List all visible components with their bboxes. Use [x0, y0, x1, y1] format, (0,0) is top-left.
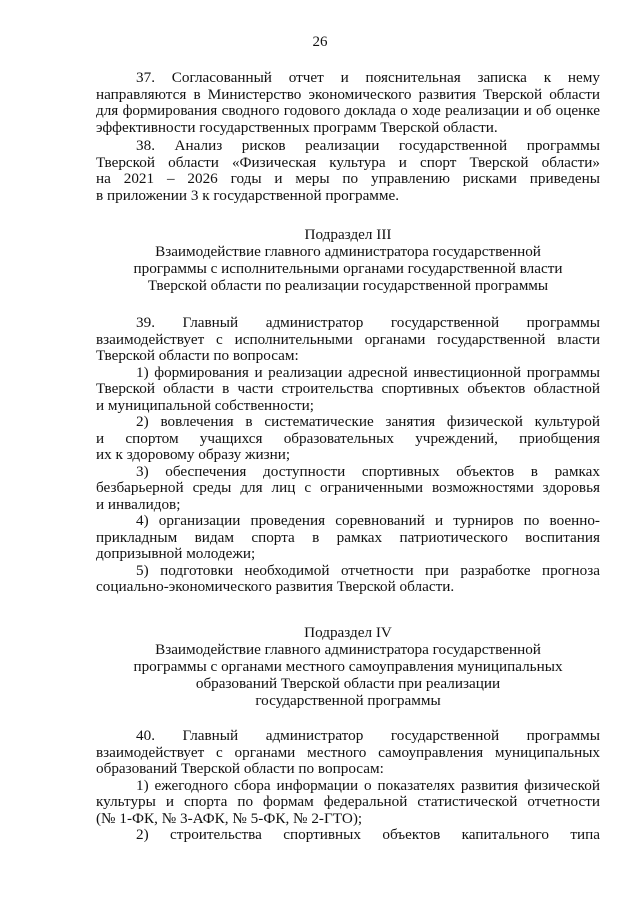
page-number: 26 [312, 34, 328, 50]
heading-line: программы с органами местного самоуправления муниципальных [133, 658, 563, 675]
paragraph-37 [96, 70, 600, 136]
list-item: 5) подготовки необходимой отчетности при разработке прогноза [136, 561, 600, 579]
text-line: для формирования сводного годового доклада о ходе реализации и об оценке [96, 102, 600, 119]
list-item: 1) формирования и реализации адресной инвестиционной программы [136, 363, 600, 381]
subsection-heading-3 [96, 226, 600, 294]
text-line: Тверской области в части строительства спортивных объектов областной [96, 380, 600, 397]
text-line: прикладным видам спорта в рамках патриотического воспитания [96, 528, 600, 546]
text-line: (№ 1-ФК, № 3-АФК, № 5-ФК, № 2-ГТО); [96, 809, 363, 827]
text-line: допризывной молодежи; [96, 545, 256, 562]
text-line: направляются в Министерство экономического развития Тверской области [96, 85, 600, 103]
list-item: 1) ежегодного сбора информации о показателях развития физической [136, 776, 600, 794]
text-line: взаимодействует с органами местного самоуправления муниципальных [96, 743, 600, 761]
list-item: 3) обеспечения доступности спортивных объектов в рамках [136, 462, 600, 480]
heading-line: образований Тверской области при реализации [195, 675, 501, 692]
subsection-title: Подраздел IV [304, 624, 392, 641]
heading-line: Взаимодействие главного администратора государственной [155, 641, 541, 658]
list-item: 2) строительства спортивных объектов капитального типа [136, 826, 600, 843]
text-line: 40. Главный администратор государственной программы [136, 727, 600, 744]
text-line: 37. Согласованный отчет и пояснительная записка к нему [136, 69, 600, 86]
text-line: безбарьерной среды для лиц с ограниченными возможностями здоровья [96, 479, 600, 496]
paragraph-38 [96, 138, 600, 204]
paragraph-39 [96, 315, 600, 596]
text-line: их к здоровому образу жизни; [96, 446, 291, 463]
heading-line: Тверской области по реализации государственной программы [147, 277, 549, 294]
text-line: Тверской области по вопросам: [96, 347, 299, 364]
paragraph-40 [96, 728, 600, 844]
list-item: 2) вовлечения в систематические занятия физической культурой [136, 413, 600, 430]
list-item: 4) организации проведения соревнований и турниров по военно- [136, 512, 600, 529]
heading-line: Взаимодействие главного администратора государственной [155, 243, 541, 260]
text-line: 39. Главный администратор государственной программы [136, 314, 600, 331]
text-line: и муниципальной собственности; [96, 396, 315, 414]
heading-line: программы с исполнительными органами государственной власти [133, 260, 563, 277]
text-line: 38. Анализ рисков реализации государственной программы [136, 137, 600, 154]
text-line: социально-экономического развития Тверской области. [96, 578, 455, 595]
subsection-title: Подраздел III [304, 226, 392, 243]
text-line: на 2021 – 2026 годы и меры по управлению рисками приведены [96, 170, 600, 187]
text-line: и спортом учащихся образовательных учреждений, приобщения [96, 429, 600, 447]
text-line: взаимодействует с исполнительными органами государственной власти [96, 330, 600, 348]
text-line: и инвалидов; [96, 495, 181, 513]
subsection-heading-4 [96, 624, 600, 709]
text-line: в приложении 3 к государственной программе. [96, 186, 400, 204]
text-line: Тверской области «Физическая культура и спорт Тверской области» [96, 153, 600, 171]
text-line: культуры и спорта по формам федеральной статистической отчетности [96, 793, 600, 810]
text-line: образований Тверской области по вопросам: [96, 760, 384, 777]
heading-line: государственной программы [255, 692, 441, 709]
text-line: эффективности государственных программ Тверской области. [96, 118, 498, 136]
